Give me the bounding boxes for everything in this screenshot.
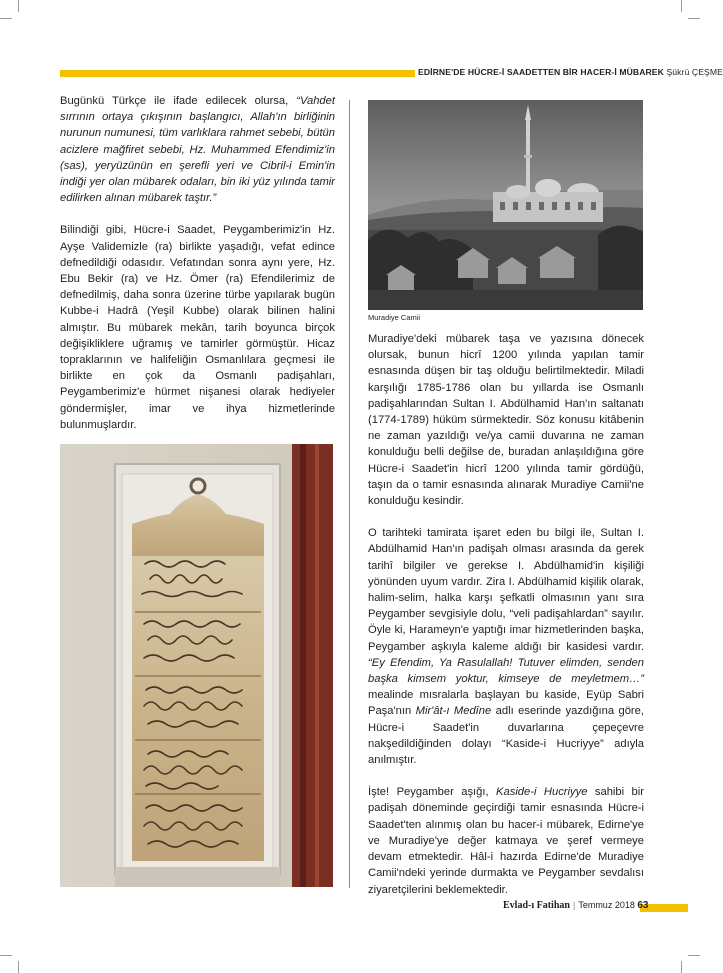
muradiye-mosque-photo: [368, 100, 643, 310]
text: Bugünkü Türkçe ile ifade edilecek olursa,: [60, 95, 297, 107]
text: O tarihteki tamirata işaret eden bu bilgi ile, Sultan I. Abdülhamid Han'ın padişah olması arasında da gerek tarihî bilgiler ve gerekse I. Abdülhamid'in kişiliği yönünden uyum vardır. Zira I. Abdülhamid kişilik olarak, halim-selim, halka karşı şefkatli olmasının yanı sıra Peygamber sevgisiyle dolu, “veli padişahlardan” sayılır. Öyle ki, Harameyn'e yaptığı imar hizmetlerinden başka, Peygamber aşkıyla kaleme aldığı bir kasidesi vardır.: [368, 527, 644, 653]
page-footer: [503, 900, 648, 911]
photo-caption: Muradiye Camii: [368, 313, 421, 322]
page-number: 63: [637, 900, 649, 911]
paragraph-abdulhamid: [368, 525, 644, 768]
text: sahibi bir padişah döneminde geçirdiği tamir esnasında Hücre-i Saadet'ten alınmış olan bu hacer-i mübarek, Edirne'ye ve Muradiye'ye değer katmaya ve şeref vermeye devam etmektedir. Hâl-i hazırda Edirne'de Muradiye Camii'ndeki yerinde durmakta ve Peygamber sevdalısı ziyaretçilerini beklemektedir.: [368, 786, 644, 896]
running-header: [418, 67, 723, 77]
issue-date: Temmuz 2018: [578, 900, 635, 910]
column-divider: [349, 100, 350, 888]
crop-mark: [688, 955, 700, 956]
text: adlı eserinde yazdığına göre, Hücre-i Saadet'in duvarlarına çepeçevre nakşedildiğinden dolayı “Kaside-i Hucriyye” adıyla anılmıştır.: [368, 705, 644, 767]
text: mealinde mısralarla başlayan bu kaside, Eyüp Sabri Paşa'nın: [368, 689, 644, 718]
crop-mark: [681, 961, 682, 973]
kaside-quote: “Ey Efendim, Ya Rasulallah! Tutuver elimden, senden başka kimsem yoktur, kimseye de meyletmem…”: [368, 656, 644, 686]
header-author: Şükrü ÇEŞME: [666, 67, 723, 77]
paragraph-muradiye-stone: Muradiye'deki mübarek taşa ve yazısına dönecek olursak, bunun hicrî 1200 yılında yapılan tamir esnasında düşen bir taş olduğu belirtilmektedir. Miladi karşılığı 1785-1786 olan bu yıllarda ise Osmanlı padişahlarından Sultan I. Abdülhamid Han'ın saltanatı (1774-1789) hüküm sürmektedir. Söz konusu kitâbenin ne zaman yazıldığı ve/ya camii duvarına ne zaman konulduğu belli değilse de, buradan anlaşıldığına göre Hücre-i Saadet'in hicrî 1200 yılında tamir gördüğü, taşın da o tamir esnasında alınarak Muradiye Camii'ne konulduğu kesindir.: [368, 333, 644, 508]
footer-separator: |: [572, 900, 576, 910]
right-column: [368, 331, 644, 898]
quote-italic: “Vahdet sırrının ortaya çıkışının başlangıcı, Allah'ın birliğinin nurunun numunesi, tüm varlıklara rahmet sebebi, bütün acizlere mağfiret sebebi, Hz. Muhammed Efendimiz'in (sas), yeryüzünün en şerefli yeri ve Cibril-i Emin'in indiği yer olan mübarek odaları, bin iki yüz yılında tamir edilirken alınan mübarek taştır.”: [60, 95, 335, 205]
crop-mark: [18, 0, 19, 12]
kaside-title: Kaside-i Hucriyye: [496, 786, 588, 799]
magazine-name: Evlad-ı Fatihan: [503, 900, 570, 911]
header-accent-bar: [60, 70, 415, 77]
text: İşte! Peygamber aşığı,: [368, 786, 497, 799]
paragraph-conclusion: [368, 784, 644, 897]
inscription-tablet-photo: [60, 444, 333, 887]
crop-mark: [688, 18, 700, 19]
paragraph-quote: [60, 93, 335, 206]
crop-mark: [18, 961, 19, 973]
book-title: Mir'ât-ı Medîne: [415, 705, 492, 718]
crop-mark: [681, 0, 682, 12]
crop-mark: [0, 18, 12, 19]
crop-mark: [0, 955, 12, 956]
header-title: EDİRNE'DE HÜCRE-İ SAADETTEN BİR HACER-İ MÜBAREK: [418, 67, 664, 77]
left-column: [60, 93, 335, 433]
paragraph-hucre-saadet: Bilindiği gibi, Hücre-i Saadet, Peygamberimiz'in Hz. Ayşe Validemizle (ra) birlikte yaşadığı, vefat edince defnedildiği odasıdır. Vefatından sonra aynı yere, Hz. Ebu Bekir (ra) ve Hz. Ömer (ra) Efendilerimiz de defnedilmiş, daha sonra üzerine türbe yapılarak bugün Kubbe-i Hadrâ (Yeşil Kubbe) olarak bilinen halini almıştır. Bu mübarek mekân, tarih boyunca birçok değişikliklere uğramış ve tamirler görmüştür. Hicaz topraklarının ve halifeliğin Osmanlılara geçmesi ile birlikte en çok da Osmanlı padişahları, Peygamberimiz'e hürmet nişanesi olarak hediyeler göndermişler, imar ve ihya hizmetlerinde bulunmuşlardır.: [60, 224, 335, 431]
